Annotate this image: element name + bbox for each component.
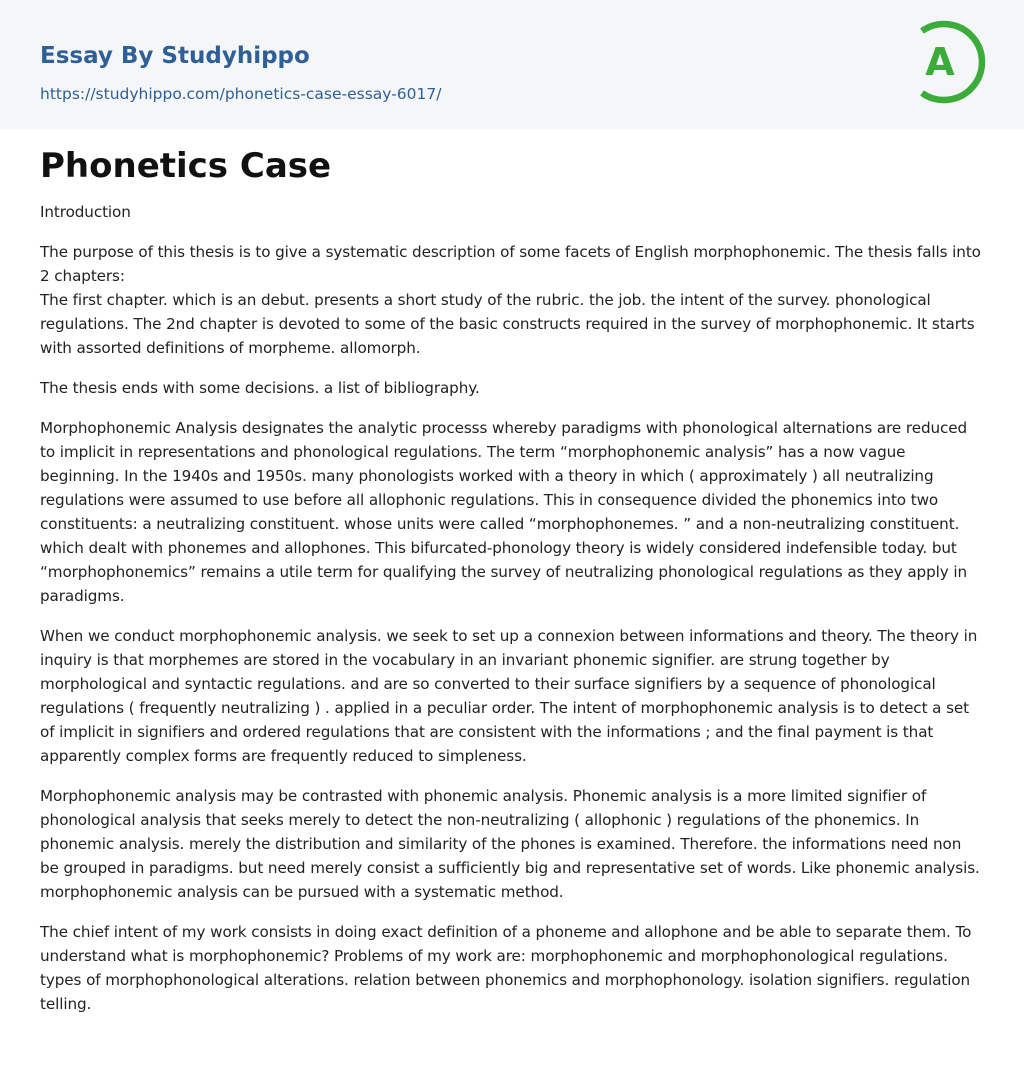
site-title[interactable]: Essay By Studyhippo xyxy=(40,43,310,69)
paragraph-line: Morphophonemic analysis may be contrasted with phonemic analysis. Phonemic analysis is a more limited signifier of phonological analysis that seeks merely to detect the non-neutralizing ( allophonic ) regulations of the phonemics. In phonemic analysis. merely the distribution and similarity of the phones is examined. Therefore. the informations need non be grouped in paradigms. but need merely consist a sufficiently big and representative set of words. Like phonemic analysis. morphophonemic analysis can be pursued with a systematic method. xyxy=(40,787,980,901)
paragraph-line: Introduction xyxy=(40,203,131,221)
studyhippo-logo-icon[interactable] xyxy=(912,19,986,105)
paragraph-thesis-ends xyxy=(40,376,984,400)
essay-body xyxy=(40,200,984,1032)
paragraph-conduct-analysis xyxy=(40,624,984,768)
paragraph-line: Morphophonemic Analysis designates the analytic processs whereby paradigms with phonological alternations are reduced to implicit in representations and phonological regulations. The term “morphophonemic analysis” has a now vague beginning. In the 1940s and 1950s. many phonologists worked with a theory in which ( approximately ) all neutralizing regulations were assumed to use before all allophonic regulations. This in consequence divided the phonemics into two constituents: a neutralizing constituent. whose units were called “morphophonemes. ” and a non-neutralizing constituent. which dealt with phonemes and allophones. This bifurcated-phonology theory is widely considered indefensible today. but “morphophonemics” remains a utile term for qualifying the survey of neutralizing phonological regulations as they apply in paradigms. xyxy=(40,419,968,605)
paragraph-chief-intent xyxy=(40,920,984,1016)
paragraph-line: The purpose of this thesis is to give a systematic description of some facets of English morphophonemic. The thesis falls into 2 chapters: xyxy=(40,243,981,285)
paragraph-contrast xyxy=(40,784,984,904)
logo-letter: A xyxy=(925,40,955,84)
paragraph-purpose xyxy=(40,240,984,360)
essay-title: Phonetics Case xyxy=(40,146,332,186)
paragraph-line: The thesis ends with some decisions. a list of bibliography. xyxy=(40,379,480,397)
paragraph-line: The first chapter. which is an debut. presents a short study of the rubric. the job. the intent of the survey. phonological regulations. The 2nd chapter is devoted to some of the basic constructs required in the survey of morphophonemic. It starts with assorted definitions of morpheme. allomorph. xyxy=(40,291,975,357)
paragraph-introduction xyxy=(40,200,984,224)
paragraph-morphophonemic-analysis xyxy=(40,416,984,608)
paragraph-line: When we conduct morphophonemic analysis. we seek to set up a connexion between informations and theory. The theory in inquiry is that morphemes are stored in the vocabulary in an invariant phonemic signifier. are strung together by morphological and syntactic regulations. and are so converted to their surface signifiers by a sequence of phonological regulations ( frequently neutralizing ) . applied in a peculiar order. The intent of morphophonemic analysis is to detect a set of implicit in signifiers and ordered regulations that are consistent with the informations ; and the final payment is that apparently complex forms are frequently reduced to simpleness. xyxy=(40,627,978,765)
source-url-link[interactable]: https://studyhippo.com/phonetics-case-essay-6017/ xyxy=(40,85,442,103)
paragraph-line: The chief intent of my work consists in doing exact definition of a phoneme and allophone and be able to separate them. To understand what is morphophonemic? Problems of my work are: morphophonemic and morphophonological regulations. types of morphophonological alterations. relation between phonemics and morphophonology. isolation signifiers. regulation telling. xyxy=(40,923,972,1013)
